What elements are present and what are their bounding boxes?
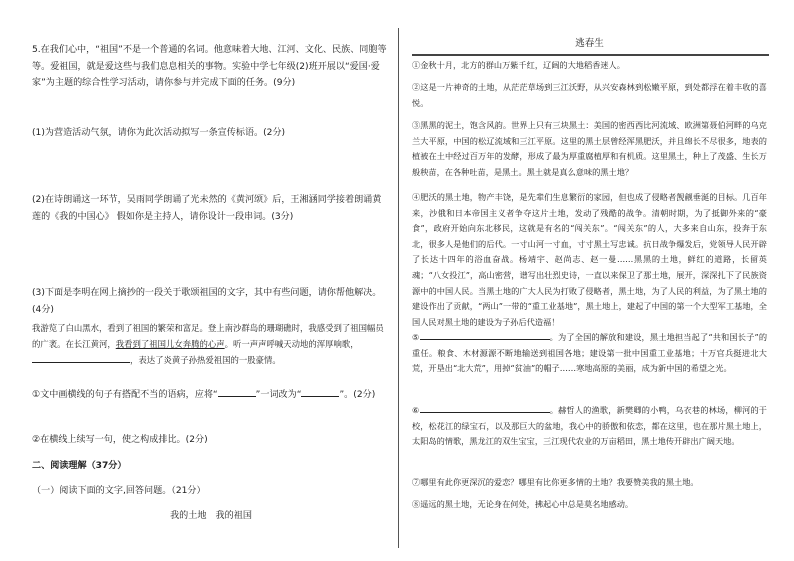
paragraph-5-number: ⑤ — [412, 332, 420, 342]
sub-question-1-text-b: ”一词改为“ — [255, 390, 302, 400]
paragraph-5 — [412, 330, 767, 383]
section-2-heading: 二、阅读理解（37分） — [32, 461, 127, 471]
quote-fill-blank[interactable] — [32, 362, 130, 363]
column-divider — [398, 28, 399, 548]
quote-part-a: 我游览了白山黑水，看到了祖国的繁荣和富足。登上南沙群岛的珊瑚礁时，我感受到了祖国幅员的广袤。在长江黄河， — [32, 323, 384, 349]
question-5-3: (3)下面是李明在网上摘抄的一段关于歌颂祖国的文字，其中有些问题，请你帮他解决。(4分) — [32, 288, 382, 315]
paragraph-2: ②这是一片神奇的土地，从茫茫草场到三江沃野，从兴安森林到松嫩平原，到处都浮在着丰收的喜悦。 — [412, 82, 767, 108]
replacement-word-blank[interactable] — [301, 396, 339, 397]
original-word-blank[interactable] — [218, 396, 256, 397]
sub-question-1 — [32, 387, 390, 404]
paragraph-6-blank[interactable] — [420, 412, 550, 413]
quote-part-b: 。听一声声呼喊天动地的浑厚响歌， — [224, 339, 359, 349]
sub-question-1-text-a: ①文中画横线的句子有搭配不当的语病，应将“ — [32, 390, 218, 400]
paragraph-5-blank[interactable] — [420, 339, 550, 340]
paragraph-6-text: 。赫哲人的渔歌，新樊卿的小鸭，乌衣巷的林场，柳河的于校，松花江的绿宝石，以及那巨大的盆地，我心中的骄傲和依恋，都在这里，也在那片黑土地上，太阳岛的情歌，黑龙江的双生宝宝，三江现代农业的万亩稻田，黑土地传开辟出广阔天地。 — [412, 405, 767, 447]
top-rule — [412, 54, 769, 56]
quote-part-c: ，表达了炎黄子孙热爱祖国的一股豪情。 — [130, 355, 281, 365]
article-title: 逃春生 — [575, 38, 604, 49]
question-5-2: (2)在诗朗诵这一环节，吴雨同学朗诵了光未然的《黄河颂》后，王湘涵同学接着朗诵黄莲的《我的中国心》 假如你是主持人，请你设计一段串词。(3分) — [32, 195, 382, 222]
paragraph-5-text: 。为了全国的解放和建设，黑土地担当起了“共和国长子”的重任。粮食、木材源源不断地输送到祖国各地；建设第一批中国重工业基地；十万官兵挺进北大荒，开垦出“北大荒”，用掉“贫油”的帽子……寒地高原的美丽，成为新中国的希望之光。 — [412, 332, 768, 374]
reading-title: 我的土地 我的祖国 — [170, 511, 252, 521]
quoted-passage — [32, 320, 390, 368]
paragraph-6-number: ⑥ — [412, 405, 420, 415]
question-5-1: (1)为营造活动气氛，请你为此次活动拟写一条宣传标语。(2分) — [32, 128, 286, 138]
paragraph-6 — [412, 403, 767, 456]
quote-underlined-sentence: 我看到了祖国儿女奔腾的心声 — [115, 339, 225, 349]
paragraph-1: ①金秋十月，北方的群山万紫千红，辽阔的大地稻香迷人。 — [412, 60, 625, 70]
paragraph-4: ④肥沃的黑土地，物产丰饶，是先辈们生息繁衍的家园，但也成了侵略者觊觎垂涎的目标。几百年来，沙俄和日本帝国主义者争夺这片土地，发动了残酷的战争。清朝时期，为了抵御外来的“豪食”，政府开始向东北移民，这就是有名的“闯关东”。“闯关东”的人，大多来自山东，投奔于东北，很多人是他们的后代。一寸山河一寸血，寸寸黑土写忠诚。抗日战争爆发后，党领导人民开辟了长达十四年的浴血奋战。杨靖宇、赵尚志、赵一曼……黑黑的土地，鲜红的道路，长留英魂；“八女投江”，高山密营，谱写出壮烈史诗，一直以来保卫了那土地，展开，深深扎下了民族资源中的中国人民。当黑土地的广大人民为打败了侵略者，黑土地，为了人民的利益，为了黑土地的建设作出了贡献，“两山”一带的“重工业基地”，黑土地上，建起了中国的第一个大型军工基地，全国人民对黑土地的建设为子孙后代造福！ — [412, 192, 767, 327]
reading-1-heading: （一）阅读下面的文字,回答问题。（21分） — [32, 486, 206, 496]
sub-question-1-text-c: ”。(2分) — [339, 390, 376, 400]
question-5-prompt: 5.在我们心中，“祖国”不是一个普通的名词。他意味着大地、江河、文化、民族、同胞等等。爱祖国，就是爱这些与我们息息相关的事物。实验中学七年级(2)班开展以“爱国·爱家”为主题的综合性学习活动，请你参与并完成下面的任务。(9分) — [32, 45, 387, 89]
paragraph-8: ⑧遥远的黑土地，无论身在何处，拂起心中总是莫名地感动。 — [412, 499, 634, 509]
paragraph-3: ③黑黑的泥土，饱含风韵。世界上只有三块黑土：美国的密西西比河流域、欧洲第聂伯河畔的乌克兰大平原，中国的松辽流域和三江平原。这里的黑土层曾经浑黑肥沃，并且绵长不尽很多，地表的植被在土中经过百万年的发酵，形成了最为厚重腐植厚和有机质。这里黑土，种上了茂盛、生长万般秧苗，在各种吐苗，是黑土。黑土就是真么意味的黑土地？ — [412, 120, 767, 177]
paragraph-7: ⑦哪里有此你更深沉的爱恋？哪里有比你更多情的土地？我要赞美我的黑土地。 — [412, 477, 699, 487]
sub-question-2: ②在横线上续写一句，使之构成排比。(2分) — [32, 435, 208, 445]
